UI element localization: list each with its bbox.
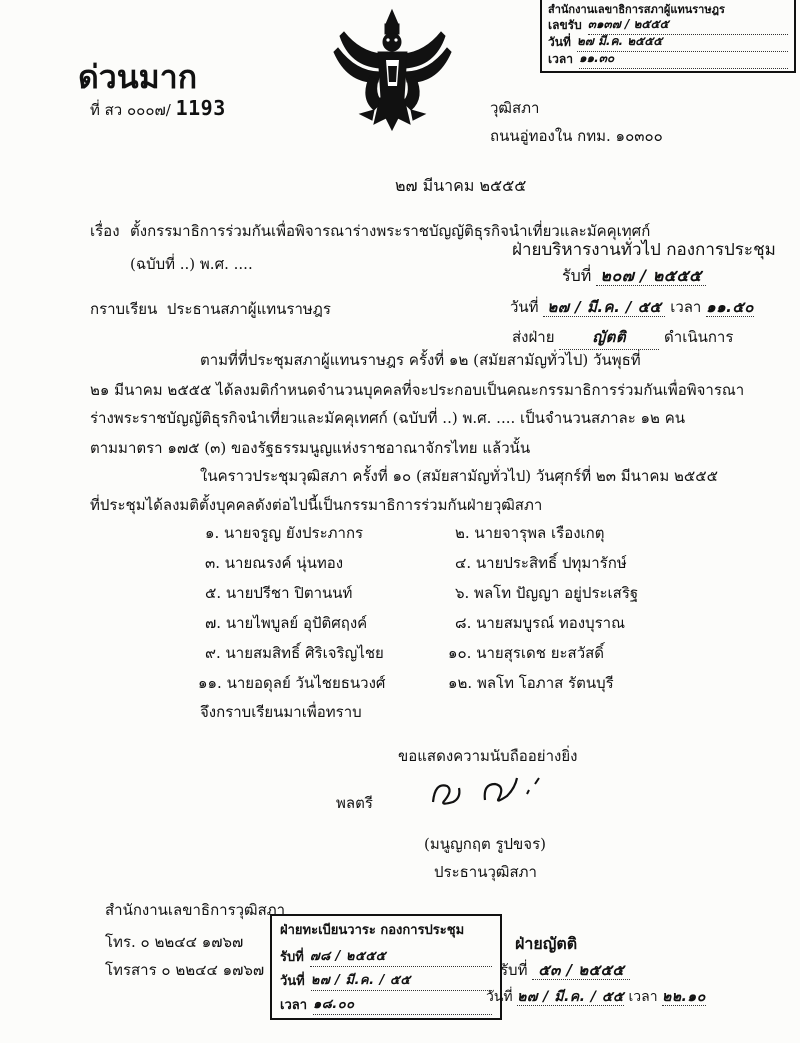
closing-regards: ขอแสดงความนับถืออย่างยิ่ง [398,747,578,765]
stamp-label: วันที่ [280,974,305,989]
received-stamp-top [540,0,796,73]
subject-line-2: (ฉบับที่ ..) พ.ศ. .... [130,255,253,273]
member-item: ๘. นายสมบูรณ์ ทองบุราณ [455,614,626,632]
footer-fax: โทรสาร ๐ ๒๒๔๔ ๑๗๖๗ [105,961,265,979]
stamp-value: ๗๘ / ๒๕๕๕ [310,945,492,967]
subject-line-1: ตั้งกรรมาธิการร่วมกันเพื่อพิจารณาร่างพระราชบัญญัติธุรกิจนำเที่ยวและมัคคุเทศก์ [130,222,651,240]
receipt-send-label: ส่งฝ่าย [512,328,555,346]
stamp-value: ๒๗ / มี.ค. / ๕๕ [311,969,492,991]
receipt-date-value: ๒๗ / มี.ค. / ๕๕ [517,989,625,1005]
receipt-bottom-date [486,986,706,1008]
stamp-value: ๓๑๓๗ / ๒๕๕๕ [588,15,788,35]
member-item: ๔. นายประสิทธิ์ ปทุมารักษ์ [455,554,627,572]
sender-org: วุฒิสภา [490,99,540,117]
recipient [90,297,331,321]
registry-stamp-bottom [270,914,502,1020]
recipient-value: ประธานสภาผู้แทนราษฎร [166,300,331,318]
footer-tel: โทร. ๐ ๒๒๔๔ ๑๗๖๗ [105,933,244,951]
signer-rank: พลตรี [336,794,373,812]
stamp-value: ๑๑.๓๐ [579,49,788,69]
member-item: ๑๐. นายสุรเดช ยะสวัสดิ์ [448,644,605,662]
receipt-received-value: ๒๐๗ / ๒๕๕๕ [596,266,705,286]
document-number [90,96,226,122]
stamp-label: วันที่ [548,35,571,49]
member-item: ๕. นายปรีชา ปิตานนท์ [205,584,353,602]
receipt-bottom-title: ฝ่ายญัตติ [515,934,578,953]
receipt-time-value: ๑๑.๕๐ [706,298,754,316]
stamp-bottom-title: ฝ่ายทะเบียนวาระ กองการประชุม [280,923,465,938]
urgency-label: ด่วนมาก [78,58,198,96]
member-item: ๑๒. พลโท โอภาส รัตนบุรี [448,674,614,692]
garuda-emblem-icon [330,6,455,134]
body-line: ที่ประชุมได้ลงมติตั้งบุคคลดังต่อไปนี้เป็นกรรมาธิการร่วมกันฝ่ายวุฒิสภา [90,496,543,514]
body-line: ๒๑ มีนาคม ๒๕๕๕ ได้ลงมติกำหนดจำนวนบุคคลที่จะประกอบเป็นคณะกรรมาธิการร่วมกันเพื่อพิจารณา [90,381,745,399]
stamp-label: รับที่ [280,950,304,965]
signer-position: ประธานวุฒิสภา [434,863,537,881]
stamp-title: สำนักงานเลขาธิการสภาผู้แทนราษฎร [548,3,725,16]
receipt-mid-date [510,295,754,319]
receipt-action-label: ดำเนินการ [664,328,734,346]
stamp-value: ๒๗ มี.ค. ๒๕๕๕ [577,32,788,52]
receipt-received-label: รับที่ [500,961,528,979]
subject-label: เรื่อง [90,222,120,240]
receipt-send-value: ญัตติ [559,325,659,350]
member-item: ๗. นายไพบูลย์ อุปัติศฤงค์ [205,614,368,632]
member-item: ๒. นายจารุพล เรืองเกตุ [455,524,605,542]
sender-address: ถนนอู่ทองใน กทม. ๑๐๓๐๐ [490,127,663,145]
body-line: ตามที่ที่ประชุมสภาผู้แทนราษฎร ครั้งที่ ๑๒ (สมัยสามัญทั่วไป) วันพุธที่ [200,351,641,369]
stamp-label: เลขรับ [548,18,582,32]
receipt-mid-title: ฝ่ายบริหารงานทั่วไป กองการประชุม [512,240,776,260]
member-item: ๑๑. นายอดุลย์ วันไชยธนวงศ์ [198,674,386,692]
member-item: ๑. นายจรูญ ยังประภากร [205,524,364,542]
stamp-label: เวลา [548,52,573,66]
document-number-prefix: ที่ สว ๐๐๐๗/ [90,101,171,119]
document-date: ๒๗ มีนาคม ๒๕๕๕ [395,176,527,195]
footer-office: สำนักงานเลขาธิการวุฒิสภา [105,901,286,919]
receipt-time-label: เวลา [670,298,702,316]
receipt-received-label: รับที่ [562,266,592,285]
receipt-date-label: วันที่ [510,298,539,316]
receipt-time-label: เวลา [628,989,658,1005]
body-line: ตามมาตรา ๑๗๕ (๓) ของรัฐธรรมนูญแห่งราชอาณาจักรไทย แล้วนั้น [90,439,531,457]
receipt-time-value: ๒๒.๑๐ [662,989,706,1005]
member-item: ๖. พลโท ปัญญา อยู่ประเสริฐ [455,584,639,602]
closing-inform: จึงกราบเรียนมาเพื่อทราบ [200,703,362,721]
receipt-date-value: ๒๗ / มี.ค. / ๕๕ [543,298,665,317]
member-item: ๓. นายณรงค์ นุ่นทอง [205,554,344,572]
stamp-value: ๑๘.๐๐ [313,993,492,1015]
stamp-label: เวลา [280,998,308,1013]
signature [425,772,555,812]
body-line: ในคราวประชุมวุฒิสภา ครั้งที่ ๑๐ (สมัยสามัญทั่วไป) วันศุกร์ที่ ๒๓ มีนาคม ๒๕๕๕ [200,467,718,485]
receipt-mid-send [512,325,733,350]
receipt-date-label: วันที่ [486,989,513,1005]
signer-name: (มนูญกฤต รูปขจร) [424,835,546,853]
receipt-mid-received [562,264,706,289]
member-item: ๙. นายสมสิทธิ์ ศิริเจริญไชย [205,644,384,662]
receipt-received-value: ๕๓ / ๒๕๕๕ [532,961,630,980]
document-number-handwritten: 1193 [175,96,226,120]
recipient-label: กราบเรียน [90,300,158,318]
body-line: ร่างพระราชบัญญัติธุรกิจนำเที่ยวและมัคคุเทศก์ (ฉบับที่ ..) พ.ศ. .... เป็นจำนวนสภาละ ๑๒ คน [90,409,686,427]
receipt-bottom-received [500,958,630,982]
